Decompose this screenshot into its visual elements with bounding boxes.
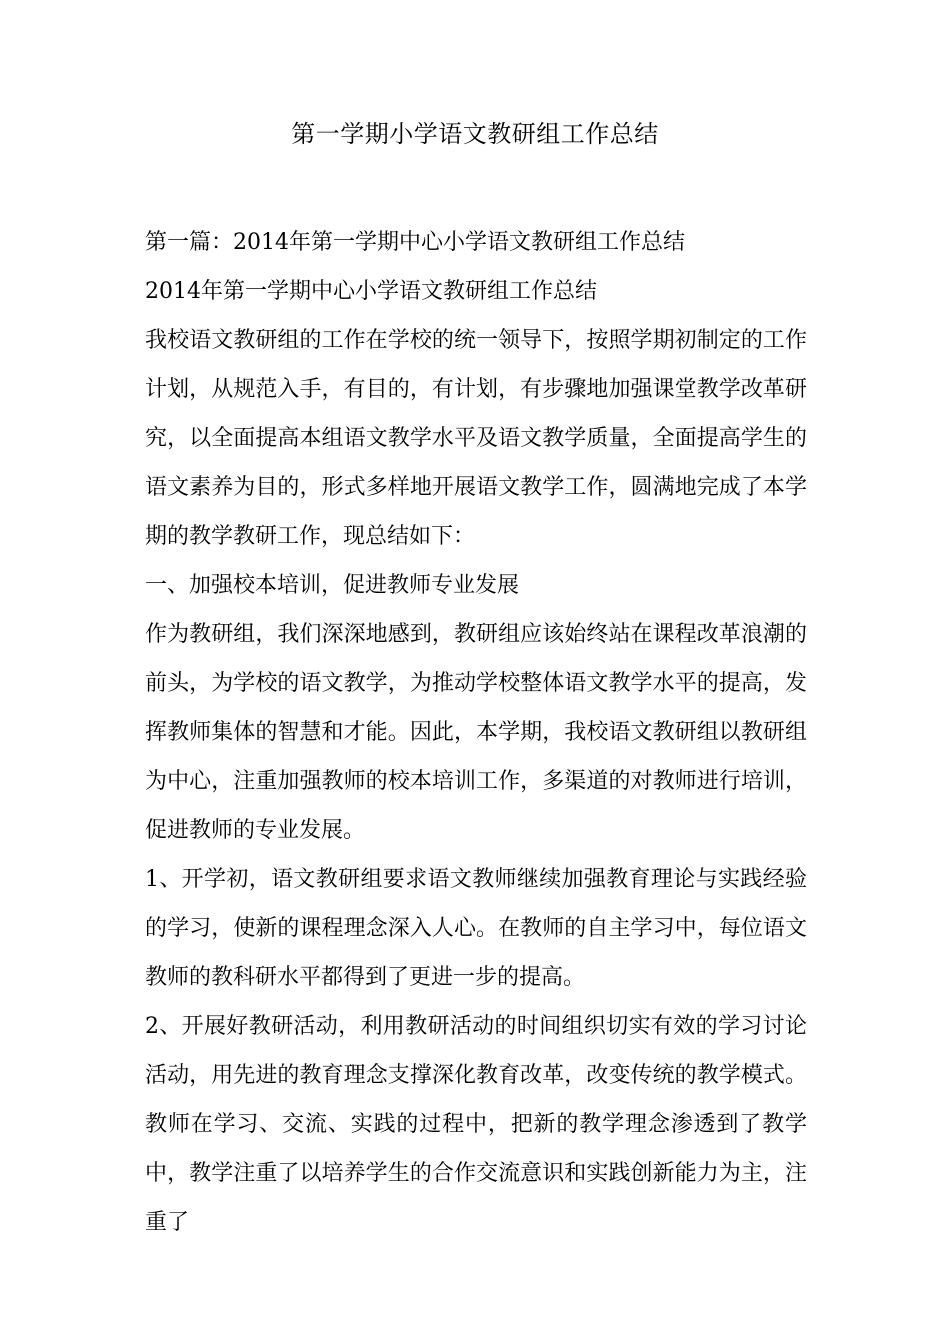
- training-paragraph: 作为教研组，我们深深地感到，教研组应该始终站在课程改革浪潮的前头，为学校的语文教学，为推动学校整体语文教学水平的提高，发挥教师集体的智慧和才能。因此，本学期，我校语文教研组以教研组为中心，注重加强教师的校本培训工作，多渠道的对教师进行培训，促进教师的专业发展。: [145, 622, 807, 843]
- intro-paragraph: 我校语文教研组的工作在学校的统一领导下，按照学期初制定的工作计划，从规范入手，有目的，有计划，有步骤地加强课堂教学改革研究，以全面提高本组语文教学水平及语文教学质量，全面提高学生的语文素养为目的，形式多样地开展语文教学工作，圆满地完成了本学期的教学教研工作，现总结如下：: [145, 328, 807, 549]
- section-heading-training: 一、加强校本培训，促进教师专业发展: [145, 573, 520, 598]
- section-heading-first-article: 第一篇：2014年第一学期中心小学语文教研组工作总结: [145, 230, 685, 255]
- item-1-paragraph: 1、开学初，语文教研组要求语文教师继续加强教育理论与实践经验的学习，使新的课程理念深入人心。在教师的自主学习中，每位语文教师的教科研水平都得到了更进一步的提高。: [145, 867, 807, 990]
- article-subtitle: 2014年第一学期中心小学语文教研组工作总结: [145, 279, 597, 304]
- document-body: [145, 218, 807, 1247]
- item-2-paragraph: 2、开展好教研活动，利用教研活动的时间组织切实有效的学习讨论活动，用先进的教育理念支撑深化教育改革，改变传统的教学模式。教师在学习、交流、实践的过程中，把新的教学理念渗透到了教学中，教学注重了以培养学生的合作交流意识和实践创新能力为主，注重了: [145, 1014, 807, 1235]
- document-title: 第一学期小学语文教研组工作总结: [291, 120, 659, 148]
